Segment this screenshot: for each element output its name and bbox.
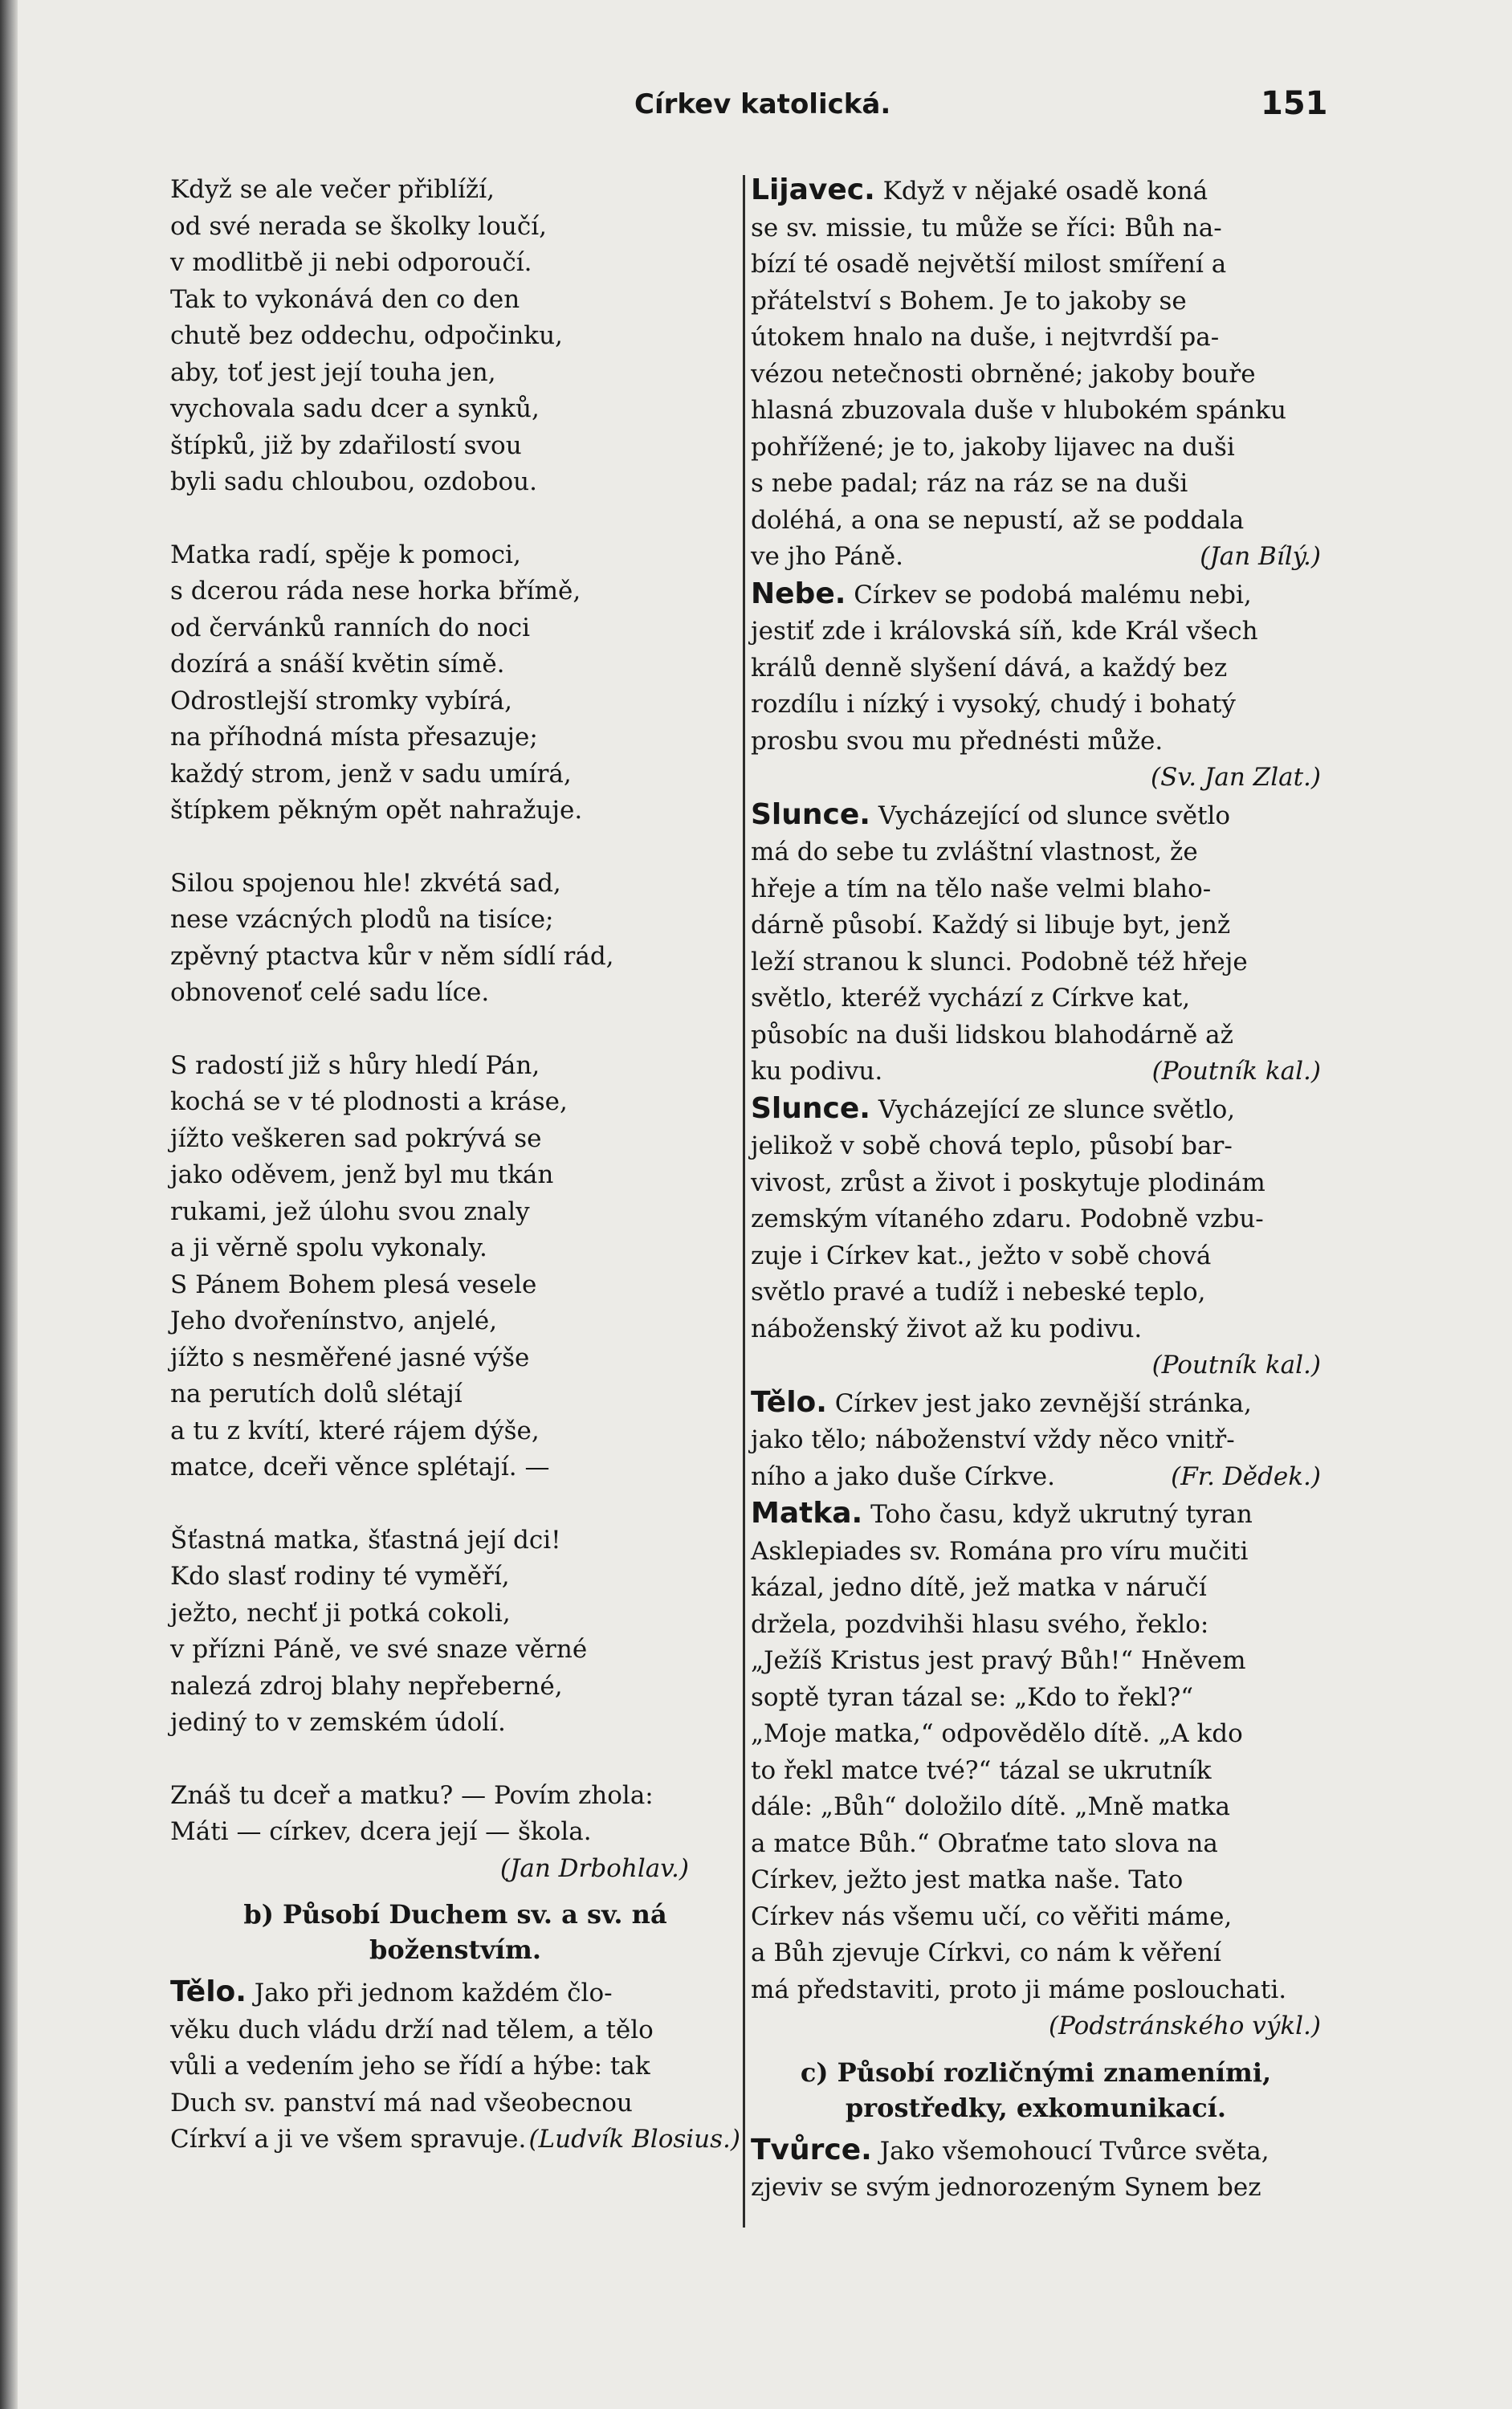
poem-line: v modlitbě ji nebi odporoučí. bbox=[170, 248, 532, 277]
entry-line: rozdílu i nízký i vysoký, chudý i bohatý bbox=[751, 690, 1236, 719]
entry-line: doléhá, a ona se nepustí, až se poddala bbox=[751, 505, 1245, 535]
section-heading-line: b) Působí Duchem sv. a sv. ná bbox=[243, 1899, 667, 1930]
entry-line: má do sebe tu zvláštní vlastnost, že bbox=[751, 838, 1198, 866]
poem-stanza bbox=[170, 1778, 740, 1851]
page-number: 151 bbox=[1261, 85, 1328, 122]
entry-text: Jako při jednom každém člo- bbox=[246, 1979, 613, 2008]
entry-keyword: Tělo. bbox=[170, 1975, 247, 2008]
poem-line: S radostí již s hůry hledí Pán, bbox=[170, 1050, 540, 1080]
running-title: Církev katolická. bbox=[634, 88, 891, 120]
entry-line: útokem hnalo na duše, i nejtvrdší pa- bbox=[751, 323, 1220, 352]
entry-line: s nebe padal; ráz na ráz se na duši bbox=[751, 469, 1188, 498]
entry-attribution: (Poutník kal.) bbox=[1151, 1351, 1321, 1380]
entry-line: působíc na duši lidskou blahodárně až bbox=[751, 1020, 1233, 1050]
poem-line: štípkem pěkným opět nahražuje. bbox=[170, 796, 583, 825]
poem-line: ježto, nechť ji potká cokoli, bbox=[170, 1598, 511, 1628]
entry-keyword: Tvůrce. bbox=[751, 2133, 872, 2166]
entry-line: vivost, zrůst a život i poskytuje plodinám bbox=[751, 1168, 1265, 1197]
entry-line: náboženský život až ku podivu. bbox=[751, 1314, 1143, 1343]
entry-text: Vycházející od slunce světlo bbox=[870, 801, 1231, 830]
entry-line: Asklepiades sv. Romána pro víru mučiti bbox=[751, 1536, 1249, 1566]
entry-line: má představiti, proto ji máme poslouchati. bbox=[751, 1975, 1287, 2004]
entry-line: se sv. missie, tu může se říci: Bůh na- bbox=[751, 213, 1222, 243]
entry-line: králů denně slyšení dává, a každý bez bbox=[751, 653, 1228, 683]
entry-text: Vycházející ze slunce světlo, bbox=[870, 1094, 1236, 1124]
entry-text: Církev jest jako zevnější stránka, bbox=[826, 1388, 1252, 1418]
entry-keyword: Slunce. bbox=[751, 1091, 870, 1125]
poem-line: Kdo slasť rodiny té vyměří, bbox=[170, 1562, 510, 1591]
entry-line: držela, pozdvihši hlasu svého, řeklo: bbox=[751, 1609, 1209, 1639]
entry-attribution: (Fr. Dědek.) bbox=[1171, 1461, 1321, 1491]
poem-line: a tu z kvítí, které rájem dýše, bbox=[170, 1416, 540, 1445]
entry-line: světlo, kteréž vychází z Církve kat, bbox=[751, 984, 1191, 1013]
entry-line bbox=[751, 1495, 1321, 1534]
book-spine-shadow bbox=[0, 0, 18, 2409]
entry-line: dále: „Bůh“ doložilo dítě. „Mně matka bbox=[751, 1792, 1230, 1821]
entry-line: Duch sv. panství má nad všeobecnou bbox=[170, 2088, 633, 2118]
entry-text: Církev se podobá malému nebi, bbox=[846, 580, 1252, 609]
entry-line: hřeje a tím na tělo naše velmi blaho- bbox=[751, 874, 1212, 903]
entry-line: Církev nás všemu učí, co věřiti máme, bbox=[751, 1902, 1233, 1931]
entry-keyword: Nebe. bbox=[751, 577, 846, 610]
entry-line bbox=[751, 172, 1321, 210]
entry-line: jako tělo; náboženství vždy něco vnitř- bbox=[751, 1425, 1235, 1454]
entry-line bbox=[751, 1090, 1321, 1129]
entry-keyword: Slunce. bbox=[751, 797, 870, 831]
entry-line: přátelství s Bohem. Je to jakoby se bbox=[751, 286, 1187, 316]
poem-stanza bbox=[170, 866, 740, 1012]
entry-line: ku podivu. bbox=[751, 1057, 883, 1086]
entry-line: „Ježíš Kristus jest pravý Bůh!“ Hněvem bbox=[751, 1646, 1246, 1675]
entry-line: leží stranou k slunci. Podobně též hřeje bbox=[751, 947, 1248, 976]
poem-line: zpěvný ptactva kůr v něm sídlí rád, bbox=[170, 941, 614, 971]
poem-line: Matka radí, spěje k pomoci, bbox=[170, 540, 521, 569]
poem-line: Znáš tu dceř a matku? — Povím zhola: bbox=[170, 1780, 654, 1810]
entry-tvurce bbox=[751, 2132, 1321, 2207]
poem-line: jediný to v zemském údolí. bbox=[170, 1708, 506, 1737]
poem-line: jako oděvem, jenž byl mu tkán bbox=[170, 1160, 554, 1189]
entry-attribution: (Sv. Jan Zlat.) bbox=[1151, 763, 1321, 792]
entry-line: a Bůh zjevuje Církvi, co nám k věření bbox=[751, 1938, 1221, 1967]
poem-line: vychovala sadu dcer a synků, bbox=[170, 394, 540, 423]
entry-attribution: (Poutník kal.) bbox=[1151, 1057, 1321, 1086]
entry-line bbox=[751, 576, 1321, 614]
entry-line: věku duch vládu drží nad tělem, a tělo bbox=[170, 2015, 654, 2044]
entry-line: dárně působí. Každý si libuje byt, jenž bbox=[751, 911, 1231, 940]
entry-line: vůli a vedením jeho se řídí a hýbe: tak bbox=[170, 2052, 650, 2081]
entry-line bbox=[751, 2132, 1321, 2171]
poem-stanza bbox=[170, 172, 740, 501]
entry-keyword: Matka. bbox=[751, 1497, 863, 1530]
entry-keyword: Tělo. bbox=[751, 1385, 827, 1419]
entry-line: jelikož v sobě chová teplo, působí bar- bbox=[751, 1131, 1233, 1160]
entry bbox=[751, 1384, 1321, 1496]
poem-line: a ji věrně spolu vykonaly. bbox=[170, 1233, 487, 1262]
poem-line: každý strom, jenž v sadu umírá, bbox=[170, 759, 572, 789]
entry-line bbox=[751, 1384, 1321, 1423]
poem-line: na perutích dolů slétají bbox=[170, 1380, 463, 1408]
poem-line: dozírá a snáší květin símě. bbox=[170, 650, 505, 679]
entry-line: zemským vítaného zdaru. Podobně vzbu- bbox=[751, 1204, 1264, 1233]
poem-line: od své nerada se školky loučí, bbox=[170, 211, 547, 241]
poem-line: matce, dceři věnce splétají. — bbox=[170, 1453, 550, 1482]
section-heading-line: boženstvím. bbox=[369, 1934, 542, 1965]
entry-line: „Moje matka,“ odpovědělo dítě. „A kdo bbox=[751, 1719, 1243, 1748]
entry bbox=[751, 797, 1321, 1090]
section-heading-line: prostředky, exkomunikací. bbox=[845, 2092, 1227, 2123]
poem-line: jížto veškeren sad pokrývá se bbox=[170, 1123, 542, 1153]
poem-line: nese vzácných plodů na tisíce; bbox=[170, 905, 554, 934]
entry-line bbox=[751, 797, 1321, 835]
page-header bbox=[0, 80, 1512, 128]
entry-line: a matce Bůh.“ Obraťme tato slova na bbox=[751, 1828, 1218, 1858]
poem-line: nalezá zdroj blahy nepřeberné, bbox=[170, 1671, 563, 1701]
poem-line: v přízni Páně, ve své snaze věrné bbox=[170, 1635, 588, 1664]
poem-line: Když se ale večer přiblíží, bbox=[170, 175, 495, 204]
entry-text: Když v nějaké osadě koná bbox=[874, 177, 1208, 206]
poem-line: na příhodná místa přesazuje; bbox=[170, 723, 538, 752]
poem-line: Šťastná matka, šťastná její dci! bbox=[170, 1525, 561, 1555]
poem-line: Jeho dvořenínstvo, anjelé, bbox=[170, 1306, 498, 1335]
entry-text: Toho času, když ukrutný tyran bbox=[862, 1500, 1253, 1529]
right-entries bbox=[751, 172, 1321, 2045]
poem-line: byli sadu chloubou, ozdobou. bbox=[170, 467, 537, 496]
entry-line: zjeviv se svým jednorozeným Synem bez bbox=[751, 2173, 1261, 2202]
poem-line: Tak to vykonává den co den bbox=[170, 284, 520, 314]
entry bbox=[751, 576, 1321, 797]
entry-line: zuje i Církev kat., ježto v sobě chová bbox=[751, 1241, 1212, 1270]
column-divider bbox=[743, 175, 745, 2228]
left-column bbox=[170, 172, 740, 2158]
entry-line: soptě tyran tázal se: „Kdo to řekl?“ bbox=[751, 1682, 1194, 1712]
entry-line: ve jho Páně. bbox=[751, 542, 903, 571]
entry bbox=[751, 172, 1321, 576]
entry bbox=[751, 1495, 1321, 2045]
poem-attribution: (Jan Drbohlav.) bbox=[499, 1853, 689, 1883]
poem-line: aby, toť jest její touha jen, bbox=[170, 357, 496, 387]
poem-line: Silou spojenou hle! zkvétá sad, bbox=[170, 868, 561, 898]
entry-line: vézou netečnosti obrněné; jakoby bouře bbox=[751, 359, 1256, 389]
right-column bbox=[751, 172, 1321, 2207]
poem-line: S Pánem Bohem plesá vesele bbox=[170, 1270, 537, 1299]
entry-attribution: (Podstránského výkl.) bbox=[1048, 2012, 1321, 2040]
entry-keyword: Lijavec. bbox=[751, 173, 875, 206]
entry-line: světlo pravé a tudíž i nebeské teplo, bbox=[751, 1278, 1206, 1306]
poem-line: kochá se v té plodnosti a kráse, bbox=[170, 1087, 568, 1116]
poem-line: s dcerou ráda nese horka břímě, bbox=[170, 577, 581, 605]
section-c-heading bbox=[751, 2055, 1321, 2126]
entry-line: to řekl matce tvé?“ tázal se ukrutník bbox=[751, 1755, 1212, 1785]
section-heading-line: c) Působí rozličnými znameními, bbox=[800, 2056, 1272, 2088]
entry-attribution: (Ludvík Blosius.) bbox=[528, 2125, 740, 2154]
entry-line: ního a jako duše Církve. bbox=[751, 1461, 1055, 1491]
entry-line: jestiť zde i královská síň, kde Král všech bbox=[751, 617, 1258, 646]
section-b-heading bbox=[170, 1897, 740, 1967]
poem-line: Odrostlejší stromky vybírá, bbox=[170, 686, 512, 715]
entry-line: hlasná zbuzovala duše v hlubokém spánku bbox=[751, 396, 1286, 425]
entry-line: pohřížené; je to, jakoby lijavec na duši bbox=[751, 432, 1235, 462]
entry-text: Jako všemohoucí Tvůrce světa, bbox=[871, 2136, 1270, 2166]
poem-line: od červánků ranních do noci bbox=[170, 613, 531, 642]
poem-stanza bbox=[170, 1522, 740, 1742]
poem-line: jížto s nesměřené jasné výše bbox=[170, 1343, 530, 1372]
entry-line: prosbu svou mu přednésti může. bbox=[751, 726, 1164, 756]
poem-stanza bbox=[170, 1048, 740, 1486]
entry-line: kázal, jedno dítě, jež matka v náručí bbox=[751, 1573, 1207, 1602]
entry bbox=[751, 1090, 1321, 1384]
poem-line: chutě bez oddechu, odpočinku, bbox=[170, 321, 563, 350]
entry-attribution: (Jan Bílý.) bbox=[1200, 542, 1321, 571]
entry-telo bbox=[170, 1974, 740, 2158]
poem-line: Máti — církev, dcera její — škola. bbox=[170, 1817, 592, 1846]
poem bbox=[170, 172, 740, 1851]
poem-stanza bbox=[170, 537, 740, 829]
entry-line: Církví a ji ve všem spravuje. bbox=[170, 2125, 527, 2154]
entry-line bbox=[170, 1974, 740, 2012]
poem-line: obnovenoť celé sadu líce. bbox=[170, 978, 490, 1007]
entry-line: Církev, ježto jest matka naše. Tato bbox=[751, 1865, 1184, 1894]
entry-line: bízí té osadě největší milost smíření a bbox=[751, 250, 1227, 279]
poem-line: rukami, jež úlohu svou znaly bbox=[170, 1196, 530, 1226]
poem-line: štípků, již by zdařilostí svou bbox=[170, 430, 522, 460]
